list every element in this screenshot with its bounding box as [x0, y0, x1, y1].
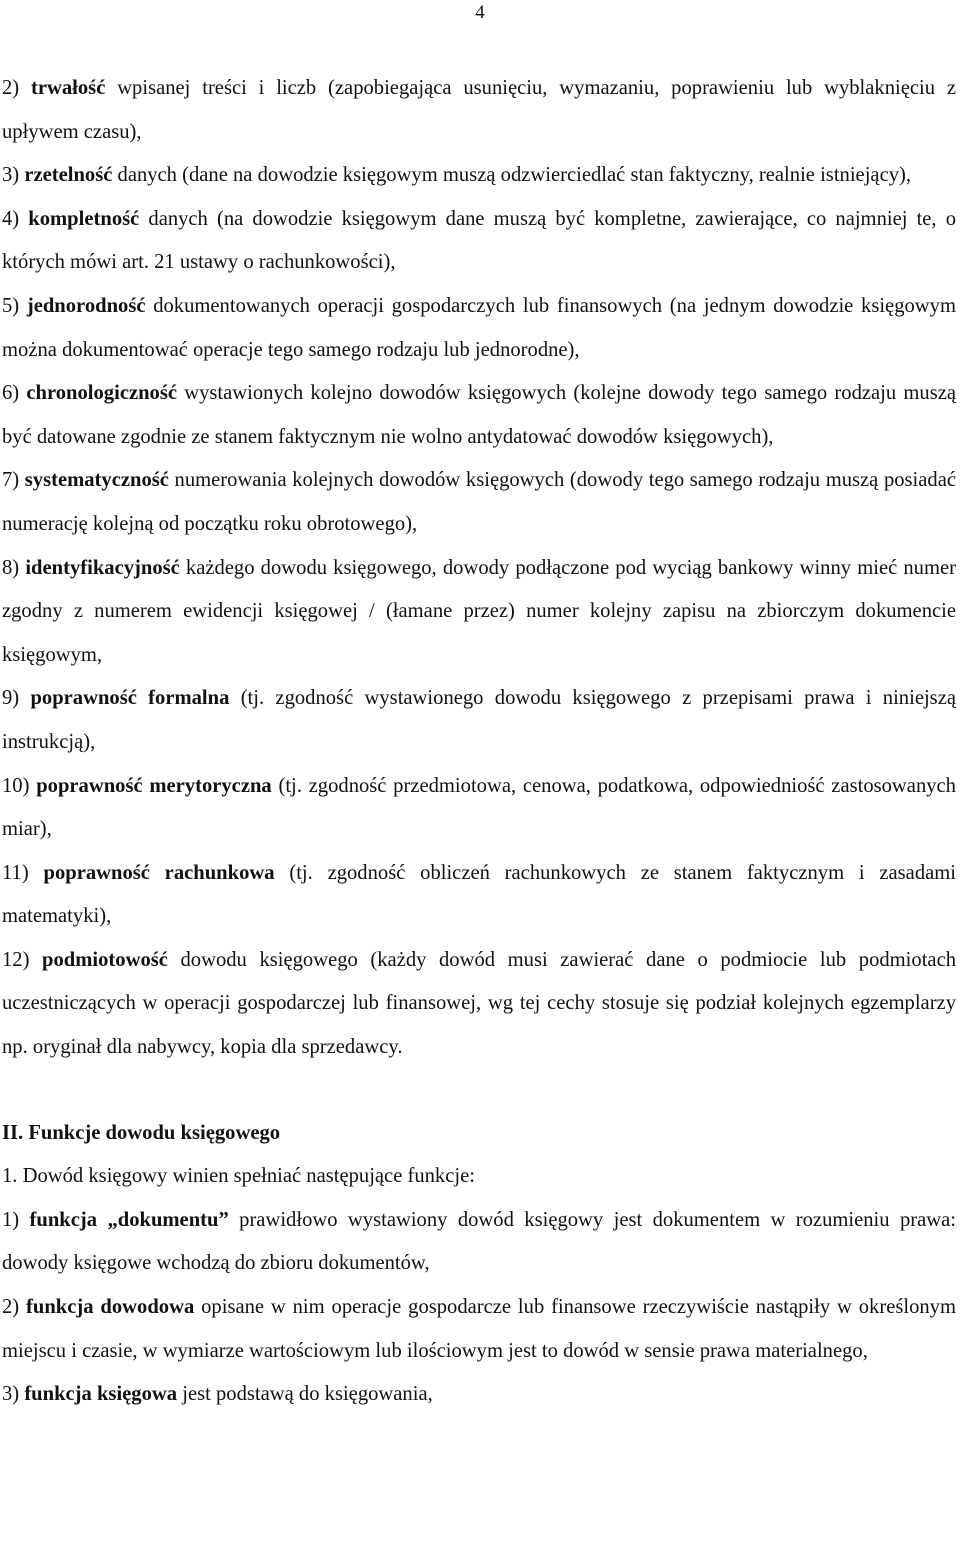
- list-item: [2, 765, 956, 852]
- item-number: 6): [2, 382, 20, 405]
- list-item: [2, 939, 956, 1070]
- item-text: (tj. zgodność przedmiotowa, cenowa, podatkowa, odpowiedniość zastosowanych miar),: [2, 774, 956, 841]
- item-term: podmiotowość: [42, 948, 168, 971]
- item-text: danych (na dowodzie księgowym dane muszą być kompletne, zawierające, co najmniej te, o których mówi art. 21 ustawy o rachunkowości),: [2, 207, 956, 274]
- list-item: [2, 198, 956, 285]
- list-item: [2, 285, 956, 372]
- list-item: [2, 372, 956, 459]
- item-number: 12): [2, 948, 30, 971]
- list-item: [2, 67, 956, 154]
- item-term: kompletność: [28, 207, 140, 230]
- item-term: funkcja dowodowa: [26, 1296, 195, 1319]
- item-text: jest podstawą do księgowania,: [182, 1383, 433, 1406]
- list-item: [2, 1286, 956, 1373]
- item-number: 9): [2, 687, 20, 710]
- item-text: wystawionych kolejno dowodów księgowych (kolejne dowody tego samego rodzaju muszą być datowane zgodnie ze stanem faktycznym nie wolno antydatować dowodów księgowych),: [2, 382, 957, 448]
- list-item: [2, 677, 956, 764]
- item-number: 5): [2, 294, 20, 317]
- item-text: wpisanej treści i liczb (zapobiegająca usunięciu, wymazaniu, poprawieniu lub wyblaknięciu z upływem czasu),: [2, 77, 957, 143]
- item-number: 3): [2, 1383, 20, 1406]
- list-item: [2, 154, 956, 198]
- item-text: (tj. zgodność wystawionego dowodu księgowego z przepisami prawa i niniejszą instrukcją),: [2, 687, 956, 753]
- item-text: danych (dane na dowodzie księgowym muszą odzwierciedlać stan faktyczny, realnie istniejący),: [117, 164, 912, 187]
- item-term: trwałość: [31, 77, 106, 99]
- item-term: poprawność formalna: [30, 687, 230, 710]
- list-item: [2, 1373, 956, 1417]
- item-number: 11): [2, 861, 29, 884]
- list-item: [2, 547, 956, 678]
- item-term: funkcja księgowa: [24, 1383, 178, 1406]
- item-text: opisane w nim operacje gospodarcze lub finansowe rzeczywiście nastąpiły w określonym miejscu i czasie, w wymiarze wartościowym lub ilościowym jest to dowód w sensie prawa materialnego,: [2, 1296, 956, 1362]
- section-heading: II. Funkcje dowodu księgowego: [2, 1121, 281, 1144]
- item-term: poprawność merytoryczna: [36, 774, 272, 797]
- item-text: dokumentowanych operacji gospodarczych lub finansowych (na jednym dowodzie księgowym można dokumentować operacje tego samego rodzaju lub jednorodne),: [2, 294, 956, 361]
- item-term: chronologiczność: [26, 382, 178, 405]
- item-text: każdego dowodu księgowego, dowody podłączone pod wyciąg bankowy winny mieć numer zgodny z numerem ewidencji księgowej / (łamane przez) numer kolejny zapisu na zbiorczym dokumencie księgowym,: [2, 556, 956, 666]
- section-intro: 1. Dowód księgowy winien spełniać następujące funkcje:: [2, 1165, 475, 1188]
- list-item: [2, 852, 956, 939]
- item-number: 10): [2, 774, 30, 797]
- item-number: 1): [2, 1208, 20, 1231]
- list-item: [2, 459, 956, 546]
- item-number: 8): [2, 556, 20, 579]
- page-number: 4: [475, 2, 485, 23]
- item-term: identyfikacyjność: [25, 556, 180, 579]
- item-term: jednorodność: [26, 294, 146, 317]
- list-item: [2, 1199, 956, 1286]
- item-term: rzetelność: [24, 164, 113, 187]
- item-text: (tj. zgodność obliczeń rachunkowych ze stanem faktycznym i zasadami matematyki),: [2, 861, 956, 928]
- item-term: funkcja „dokumentu”: [29, 1208, 229, 1231]
- document-body: [2, 67, 956, 1417]
- item-text: numerowania kolejnych dowodów księgowych (dowody tego samego rodzaju muszą posiadać numerację kolejną od początku roku obrotowego),: [2, 469, 956, 535]
- item-term: systematyczność: [24, 469, 169, 492]
- item-term: poprawność rachunkowa: [43, 861, 275, 884]
- item-number: 2): [2, 77, 20, 99]
- item-text: prawidłowo wystawiony dowód księgowy jest dokumentem w rozumieniu prawa: dowody księgowe wchodzą do zbioru dokumentów,: [2, 1208, 956, 1275]
- item-number: 2): [2, 1296, 20, 1319]
- item-number: 4): [2, 207, 20, 230]
- item-number: 3): [2, 164, 20, 187]
- item-number: 7): [2, 469, 20, 492]
- item-text: dowodu księgowego (każdy dowód musi zawierać dane o podmiocie lub podmiotach uczestniczących w operacji gospodarczej lub finansowej, wg tej cechy stosuje się podział kolejnych egzemplarzy np. oryginał dla nabywcy, kopia dla sprzedawcy.: [2, 948, 957, 1059]
